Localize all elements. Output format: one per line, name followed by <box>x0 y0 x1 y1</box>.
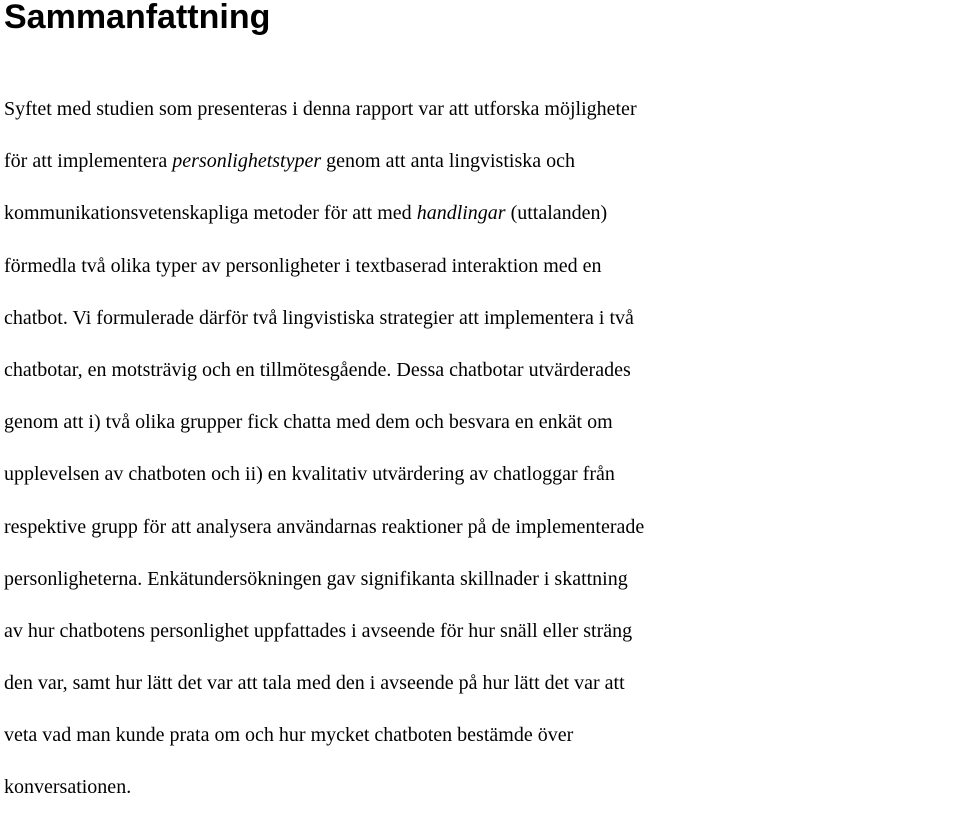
abstract-paragraph <box>4 83 960 814</box>
section-heading: Sammanfattning <box>4 0 271 36</box>
text-line-8: upplevelsen av chatboten och ii) en kvalitativ utvärdering av chatloggar från <box>4 463 615 486</box>
text-line-12: den var, samt hur lätt det var att tala med den i avseende på hur lätt det var att <box>4 672 625 695</box>
text-line-13: veta vad man kunde prata om och hur mycket chatboten bestämde över <box>4 724 574 747</box>
italic-term: handlingar <box>416 202 506 225</box>
text-line-3: kommunikationsvetenskapliga metoder för att med handlingar (uttalanden) <box>4 202 608 225</box>
text-line-5: chatbot. Vi formulerade därför två lingvistiska strategier att implementera i två <box>4 306 634 329</box>
text-line-6: chatbotar, en motsträvig och en tillmötesgående. Dessa chatbotar utvärderades <box>4 358 631 381</box>
text-line-7: genom att i) två olika grupper fick chatta med dem och besvara en enkät om <box>4 411 613 434</box>
text-line-4: förmedla två olika typer av personligheter i textbaserad interaktion med en <box>4 254 602 277</box>
text-line-14: konversationen. <box>4 776 132 799</box>
text-line-11: av hur chatbotens personlighet uppfattades i avseende för hur snäll eller sträng <box>4 619 633 642</box>
text-line-1: Syftet med studien som presenteras i denna rapport var att utforska möjligheter <box>4 98 637 120</box>
text-line-10: personligheterna. Enkätundersökningen gav signifikanta skillnader i skattning <box>4 567 628 590</box>
text-line-2: för att implementera personlighetstyper genom att anta lingvistiska och <box>4 150 575 173</box>
italic-term: personlighetstyper <box>172 150 322 173</box>
text-line-9: respektive grupp för att analysera användarnas reaktioner på de implementerade <box>4 515 645 538</box>
